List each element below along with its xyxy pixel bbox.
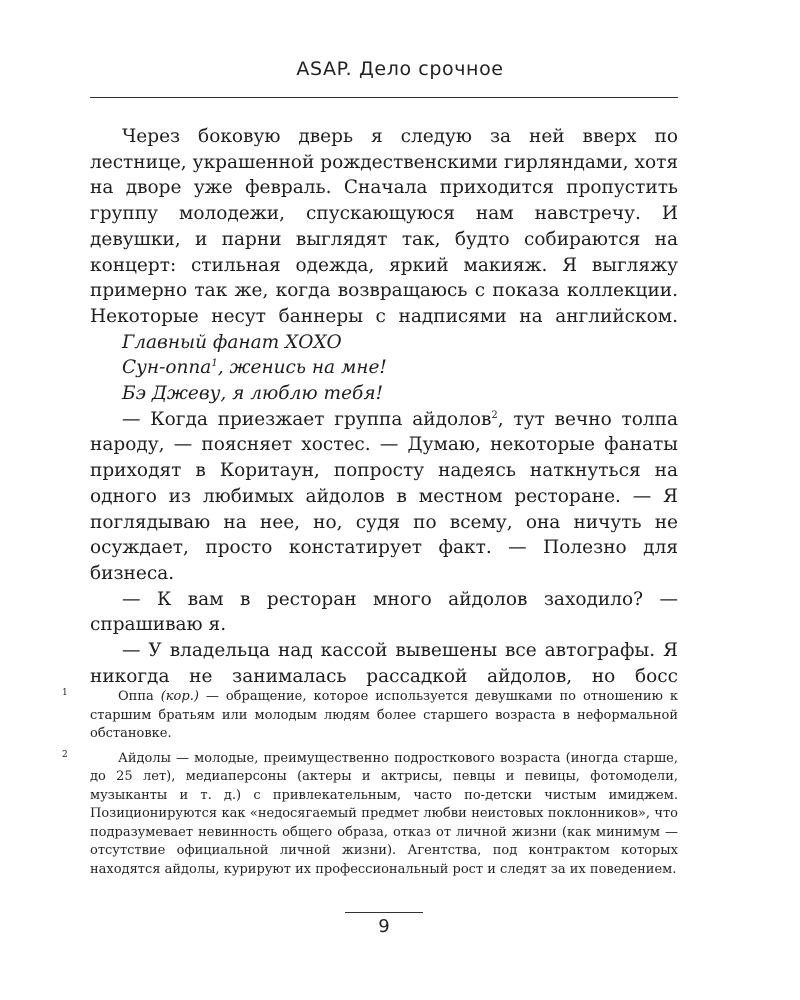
paragraph-1: Через боковую дверь я следую за ней вверх по лестнице, украшенной рождественскими гирляндами, хотя на дворе уже февраль. Сначала приходится пропустить группу молодежи, спускающуюся нам навстречу. И девушки, и парни выглядят так, будто собираются на концерт: стильная одежда, яркий макияж. Я выгляжу примерно так же, когда возвращаюсь с показа коллекции. Некоторые несут баннеры с надписями на английском. — [90, 126, 678, 327]
footnote-ref-2: 2 — [491, 409, 498, 421]
main-text — [90, 124, 678, 689]
footnotes — [62, 688, 678, 885]
header-divider — [90, 97, 678, 98]
banner-line-1: Главный фанат ХОХО — [122, 331, 342, 353]
page-number: 9 — [378, 916, 390, 937]
footnote-marker: 2 — [62, 749, 68, 760]
banner-line-2: Сун-оппа$^1$, женись на мне! — [122, 357, 387, 379]
paragraph-dialogue-3: — У владельца над кассой вывешены все автографы. Я никогда не занималась рассадкой айдолов, но босс — [90, 640, 678, 687]
paragraph-dialogue-1: — Когда приезжает группа айдолов$^2$, тут вечно толпа народу, — поясняет хостес. — Думаю, некоторые фанаты приходят в Коритаун, попросту надеясь наткнуться на одного из любимых айдолов в местном ресторане. — Я поглядываю на нее, но, судя по всему, она ничуть не осуждает, просто констатирует факт. — Полезно для бизнеса. — [90, 408, 678, 584]
footnote-ref-1: 1 — [211, 358, 218, 370]
footnote-1: 1 Оппа (кор.) — обращение, которое используется девушками по отношению к старшим братьям или молодым людям более старшего возраста в неформальной обстановке. — [90, 688, 678, 744]
running-header: ASAP. Дело срочное — [296, 58, 504, 80]
footnote-marker: 1 — [62, 688, 68, 698]
banner-line-3: Бэ Джеву, я люблю тебя! — [122, 383, 384, 405]
paragraph-dialogue-2: — К вам в ресторан много айдолов заходило? — спрашиваю я. — [90, 588, 678, 636]
footnote-2: 2 Айдолы — молодые, преимущественно подросткового возраста (иногда старше, до 25 лет), медиаперсоны (актеры и актрисы, певцы и певицы, фотомодели, музыканты и т. д.) с привлекательным, часто по-детски чистым имиджем. Позиционируются как «недосягаемый предмет любви неистовых поклонников», что подразумевает невинность общего образа, отказ от личной жизни (как минимум — отсутствие официальной личной жизни). Агентства, под контрактом которых находятся айдолы, курируют их профессиональный рост и следят за их поведением. — [90, 750, 678, 880]
footer-divider — [345, 912, 423, 913]
